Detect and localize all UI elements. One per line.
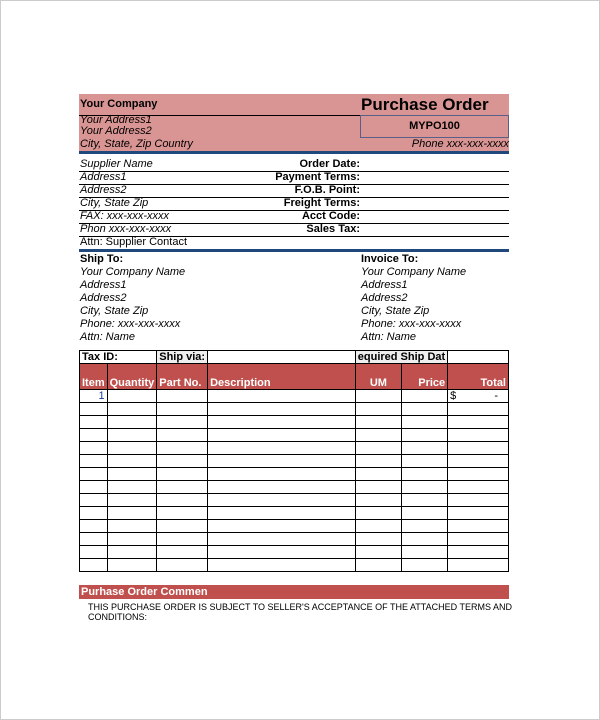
item-cell[interactable]: [80, 481, 108, 494]
po-number[interactable]: MYPO100: [360, 115, 509, 138]
ship-to-line: Address2: [80, 292, 127, 304]
um-cell[interactable]: [355, 546, 401, 559]
quantity-cell[interactable]: [107, 494, 157, 507]
order-field-value[interactable]: [361, 184, 507, 196]
col-quantity: Quantity: [107, 364, 157, 390]
description-cell[interactable]: [208, 403, 356, 416]
price-cell[interactable]: [401, 559, 447, 572]
part-no-cell[interactable]: [157, 455, 208, 468]
part-no-cell[interactable]: [157, 546, 208, 559]
page-title: Purchase Order: [361, 95, 489, 114]
um-cell[interactable]: [355, 429, 401, 442]
total-cell[interactable]: [448, 533, 509, 546]
invoice-to-line: Address2: [361, 292, 408, 304]
quantity-cell[interactable]: [107, 559, 157, 572]
quantity-cell[interactable]: [107, 468, 157, 481]
part-no-cell[interactable]: [157, 481, 208, 494]
company-name: Your Company: [80, 98, 158, 110]
table-row: [80, 468, 509, 481]
price-cell[interactable]: [401, 481, 447, 494]
description-cell[interactable]: [208, 520, 356, 533]
quantity-cell[interactable]: [107, 455, 157, 468]
table-row: [80, 442, 509, 455]
item-cell[interactable]: [80, 416, 108, 429]
um-cell[interactable]: [355, 468, 401, 481]
part-no-cell[interactable]: [157, 559, 208, 572]
table-row: [80, 429, 509, 442]
um-cell[interactable]: [355, 442, 401, 455]
description-cell[interactable]: [208, 429, 356, 442]
col-total: Total: [448, 364, 509, 390]
quantity-cell[interactable]: [107, 403, 157, 416]
description-cell[interactable]: [208, 559, 356, 572]
order-field-label: Acct Code:: [301, 210, 360, 222]
description-cell[interactable]: [208, 494, 356, 507]
description-cell[interactable]: [208, 455, 356, 468]
total-value: -: [494, 390, 498, 402]
price-cell[interactable]: [401, 416, 447, 429]
um-cell[interactable]: [355, 455, 401, 468]
total-cell[interactable]: [448, 429, 509, 442]
table-row: [80, 390, 509, 403]
order-field-label: Payment Terms:: [275, 171, 360, 183]
um-cell[interactable]: [355, 559, 401, 572]
col-item: Item: [80, 364, 108, 390]
line-items-table: [79, 350, 509, 572]
item-number[interactable]: 1: [80, 390, 108, 403]
ship-to-line: Phone: xxx-xxx-xxxx: [80, 318, 181, 330]
description-cell[interactable]: [208, 442, 356, 455]
price-cell[interactable]: [401, 442, 447, 455]
item-cell[interactable]: [80, 546, 108, 559]
ship-to-line: Your Company Name: [80, 266, 186, 278]
ship-to-line: Attn: Name: [80, 331, 136, 343]
um-cell[interactable]: [355, 481, 401, 494]
um-cell[interactable]: [355, 507, 401, 520]
quantity-cell[interactable]: [107, 390, 157, 403]
ship-to-line: City, State Zip: [80, 305, 149, 317]
item-cell[interactable]: [80, 520, 108, 533]
part-no-cell[interactable]: [157, 494, 208, 507]
item-cell[interactable]: [80, 442, 108, 455]
total-cell[interactable]: [448, 546, 509, 559]
table-row: [80, 455, 509, 468]
description-cell[interactable]: [208, 546, 356, 559]
part-no-cell[interactable]: [157, 468, 208, 481]
quantity-cell[interactable]: [107, 416, 157, 429]
part-no-cell[interactable]: [157, 533, 208, 546]
currency-symbol: $: [450, 390, 457, 402]
table-row: [80, 403, 509, 416]
col-part-no: Part No.: [157, 364, 208, 390]
order-field-label: Sales Tax:: [306, 223, 360, 235]
item-cell[interactable]: [80, 468, 108, 481]
total-cell[interactable]: [448, 390, 509, 403]
total-cell[interactable]: [448, 416, 509, 429]
price-cell[interactable]: [401, 403, 447, 416]
order-field-value[interactable]: [361, 158, 507, 170]
total-cell[interactable]: [448, 442, 509, 455]
quantity-cell[interactable]: [107, 442, 157, 455]
part-no-cell[interactable]: [157, 520, 208, 533]
table-row: [80, 481, 509, 494]
part-no-cell[interactable]: [157, 429, 208, 442]
price-cell[interactable]: [401, 429, 447, 442]
item-cell[interactable]: [80, 559, 108, 572]
company-city: City, State, Zip Country: [80, 138, 193, 150]
ship-to-heading: Ship To:: [80, 253, 124, 265]
order-field-value[interactable]: [361, 197, 507, 209]
um-cell[interactable]: [355, 390, 401, 403]
description-cell[interactable]: [208, 533, 356, 546]
item-cell[interactable]: [80, 533, 108, 546]
table-row: [80, 416, 509, 429]
item-cell[interactable]: [80, 455, 108, 468]
supplier-line: Supplier Name: [80, 158, 153, 170]
supplier-line: Address2: [80, 184, 127, 196]
item-cell[interactable]: [80, 494, 108, 507]
quantity-cell[interactable]: [107, 520, 157, 533]
price-cell[interactable]: [401, 455, 447, 468]
total-cell[interactable]: [448, 507, 509, 520]
description-cell[interactable]: [208, 507, 356, 520]
invoice-to-line: Phone: xxx-xxx-xxxx: [361, 318, 462, 330]
supplier-line: FAX: xxx-xxx-xxxx: [80, 210, 170, 222]
price-cell[interactable]: [401, 546, 447, 559]
company-address2: Your Address2: [80, 125, 152, 137]
invoice-to-line: Address1: [361, 279, 408, 291]
invoice-to-line: City, State Zip: [361, 305, 430, 317]
quantity-cell[interactable]: [107, 546, 157, 559]
order-field-value[interactable]: [361, 171, 507, 183]
supplier-attn: Attn: Supplier Contact: [80, 236, 188, 248]
quantity-cell[interactable]: [107, 481, 157, 494]
um-cell[interactable]: [355, 520, 401, 533]
quantity-cell[interactable]: [107, 507, 157, 520]
ship-via-label: Ship via:: [157, 351, 208, 364]
company-address1: Your Address1: [80, 114, 152, 126]
part-no-cell[interactable]: [157, 403, 208, 416]
total-cell[interactable]: [448, 468, 509, 481]
company-phone: Phone xxx-xxx-xxxx: [411, 138, 509, 150]
price-cell[interactable]: [401, 494, 447, 507]
quantity-cell[interactable]: [107, 533, 157, 546]
um-cell[interactable]: [355, 494, 401, 507]
description-cell[interactable]: [208, 390, 356, 403]
total-cell[interactable]: [448, 481, 509, 494]
description-cell[interactable]: [208, 481, 356, 494]
col-price: Price: [401, 364, 447, 390]
item-cell[interactable]: [80, 429, 108, 442]
total-cell[interactable]: [448, 520, 509, 533]
invoice-to-line: Attn: Name: [361, 331, 417, 343]
order-field-label: Freight Terms:: [283, 197, 360, 209]
table-row: [80, 507, 509, 520]
tax-id-label: Tax ID:: [80, 351, 157, 364]
total-cell[interactable]: [448, 559, 509, 572]
total-cell[interactable]: [448, 403, 509, 416]
price-cell[interactable]: [401, 533, 447, 546]
table-row: [80, 533, 509, 546]
order-field-value[interactable]: [361, 210, 507, 222]
order-field-label: F.O.B. Point:: [294, 184, 360, 196]
item-cell[interactable]: [80, 507, 108, 520]
price-cell[interactable]: [401, 507, 447, 520]
supplier-line: Address1: [80, 171, 127, 183]
description-cell[interactable]: [208, 468, 356, 481]
invoice-to-heading: Invoice To:: [361, 253, 419, 265]
quantity-cell[interactable]: [107, 429, 157, 442]
ship-to-line: Address1: [80, 279, 127, 291]
ship-via-field[interactable]: [208, 351, 356, 364]
part-no-cell[interactable]: [157, 416, 208, 429]
required-ship-date-label: equired Ship Dat: [355, 351, 447, 364]
part-no-cell[interactable]: [157, 507, 208, 520]
part-no-cell[interactable]: [157, 442, 208, 455]
price-cell[interactable]: [401, 468, 447, 481]
total-cell[interactable]: [448, 455, 509, 468]
supplier-line: Phon xxx-xxx-xxxx: [80, 223, 172, 235]
table-row: [80, 520, 509, 533]
price-cell[interactable]: [401, 390, 447, 403]
col-description: Description: [208, 364, 356, 390]
total-cell[interactable]: [448, 494, 509, 507]
comments-text-1: THIS PURCHASE ORDER IS SUBJECT TO SELLER'S ACCEPTANCE OF THE ATTACHED TERMS AND: [88, 602, 512, 612]
description-cell[interactable]: [208, 416, 356, 429]
table-row: [80, 494, 509, 507]
price-cell[interactable]: [401, 520, 447, 533]
um-cell[interactable]: [355, 416, 401, 429]
comments-heading: Purhase Order Commen: [79, 585, 509, 599]
invoice-to-line: Your Company Name: [361, 266, 467, 278]
um-cell[interactable]: [355, 533, 401, 546]
col-um: UM: [355, 364, 401, 390]
table-row: [80, 559, 509, 572]
part-no-cell[interactable]: [157, 390, 208, 403]
um-cell[interactable]: [355, 403, 401, 416]
order-field-value[interactable]: [361, 223, 507, 235]
required-ship-date-field[interactable]: [448, 351, 509, 364]
comments-text-2: CONDITIONS:: [88, 612, 148, 622]
table-row: [80, 546, 509, 559]
order-field-label: Order Date:: [299, 158, 360, 170]
item-cell[interactable]: [80, 403, 108, 416]
supplier-line: City, State Zip: [80, 197, 149, 209]
